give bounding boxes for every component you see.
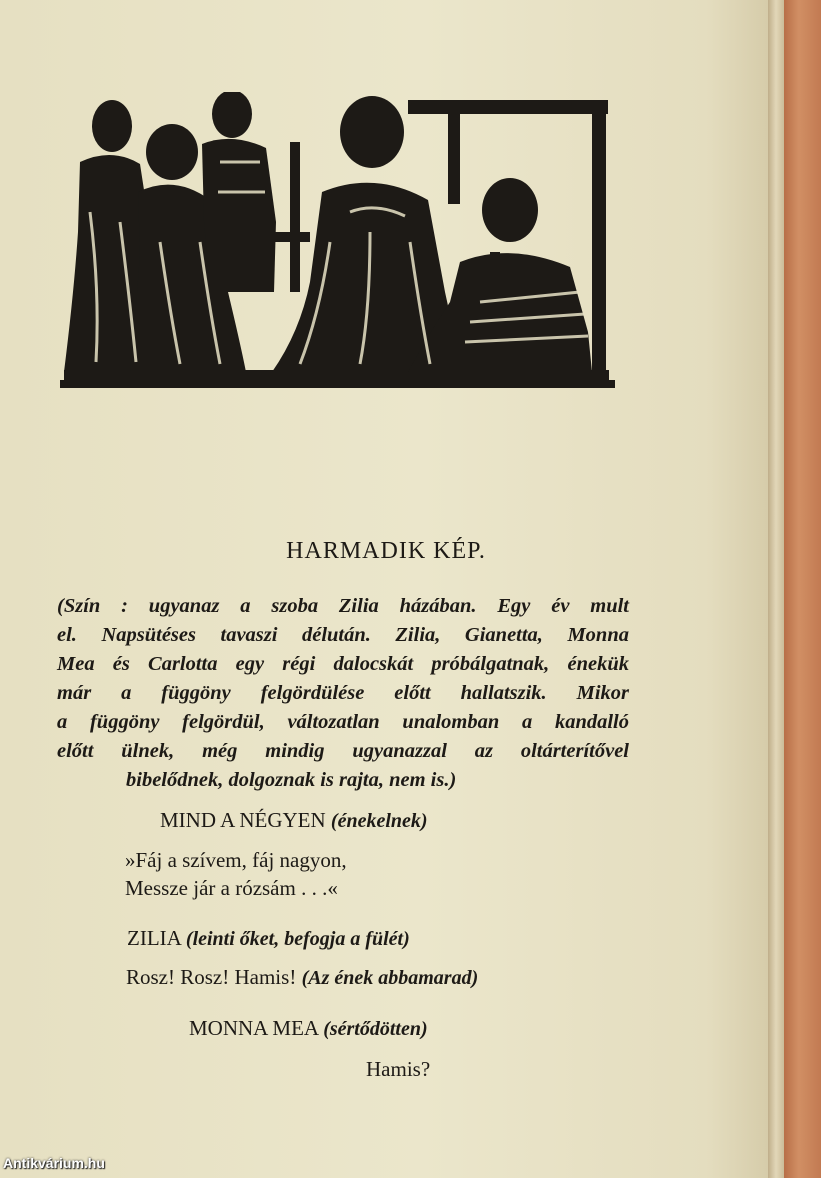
speaker-name: MIND A NÉGYEN <box>160 808 326 832</box>
page-title: HARMADIK KÉP. <box>286 538 486 564</box>
speech-cue: (Az ének abbamarad) <box>301 967 479 989</box>
book-cover-edge <box>784 0 821 1178</box>
stage-direction-line: Mea és Carlotta egy régi dalocskát próbálgatnak, énekük <box>57 653 629 675</box>
page-edge <box>768 0 784 1178</box>
speaker-name: ZILIA <box>127 926 181 950</box>
speaker-name: MONNA MEA <box>189 1016 318 1040</box>
speaker-cue: (leinti őket, befogja a fülét) <box>185 928 410 950</box>
watermark-logo: Antikvárium.hu <box>3 1155 105 1171</box>
song-line: »Fáj a szívem, fáj nagyon, <box>125 848 347 872</box>
stage-direction-line: már a függöny felgördülése előtt hallatszik. Mikor <box>57 682 629 704</box>
speaker-mind-a-negyen <box>160 808 428 833</box>
zilia-speech <box>126 965 478 990</box>
stage-direction-line: a függöny felgördül, változatlan unalomban a kandalló <box>57 711 629 733</box>
song-lyrics <box>125 846 347 902</box>
stage-direction-line: (Szín : ugyanaz a szoba Zilia házában. Egy év mult <box>57 595 629 617</box>
speaker-cue: (sértődötten) <box>323 1018 428 1040</box>
stage-direction <box>57 592 629 795</box>
monna-mea-speech: Hamis? <box>366 1057 431 1081</box>
speaker-zilia <box>127 926 410 951</box>
song-line: Messze jár a rózsám . . .« <box>125 876 338 900</box>
speech-text: Rosz! Rosz! Hamis! <box>126 965 297 989</box>
speaker-cue: (énekelnek) <box>330 810 428 832</box>
stage-direction-line: előtt ülnek, még mindig ugyanazzal az oltárterítővel <box>57 740 629 762</box>
stage-direction-line: el. Napsütéses tavaszi délután. Zilia, Gianetta, Monna <box>57 624 629 646</box>
stage-direction-line: bibelődnek, dolgoznak is rajta, nem is.) <box>126 769 457 791</box>
woodcut-women-weaving-illustration <box>60 92 620 394</box>
speaker-monna-mea <box>189 1016 428 1041</box>
